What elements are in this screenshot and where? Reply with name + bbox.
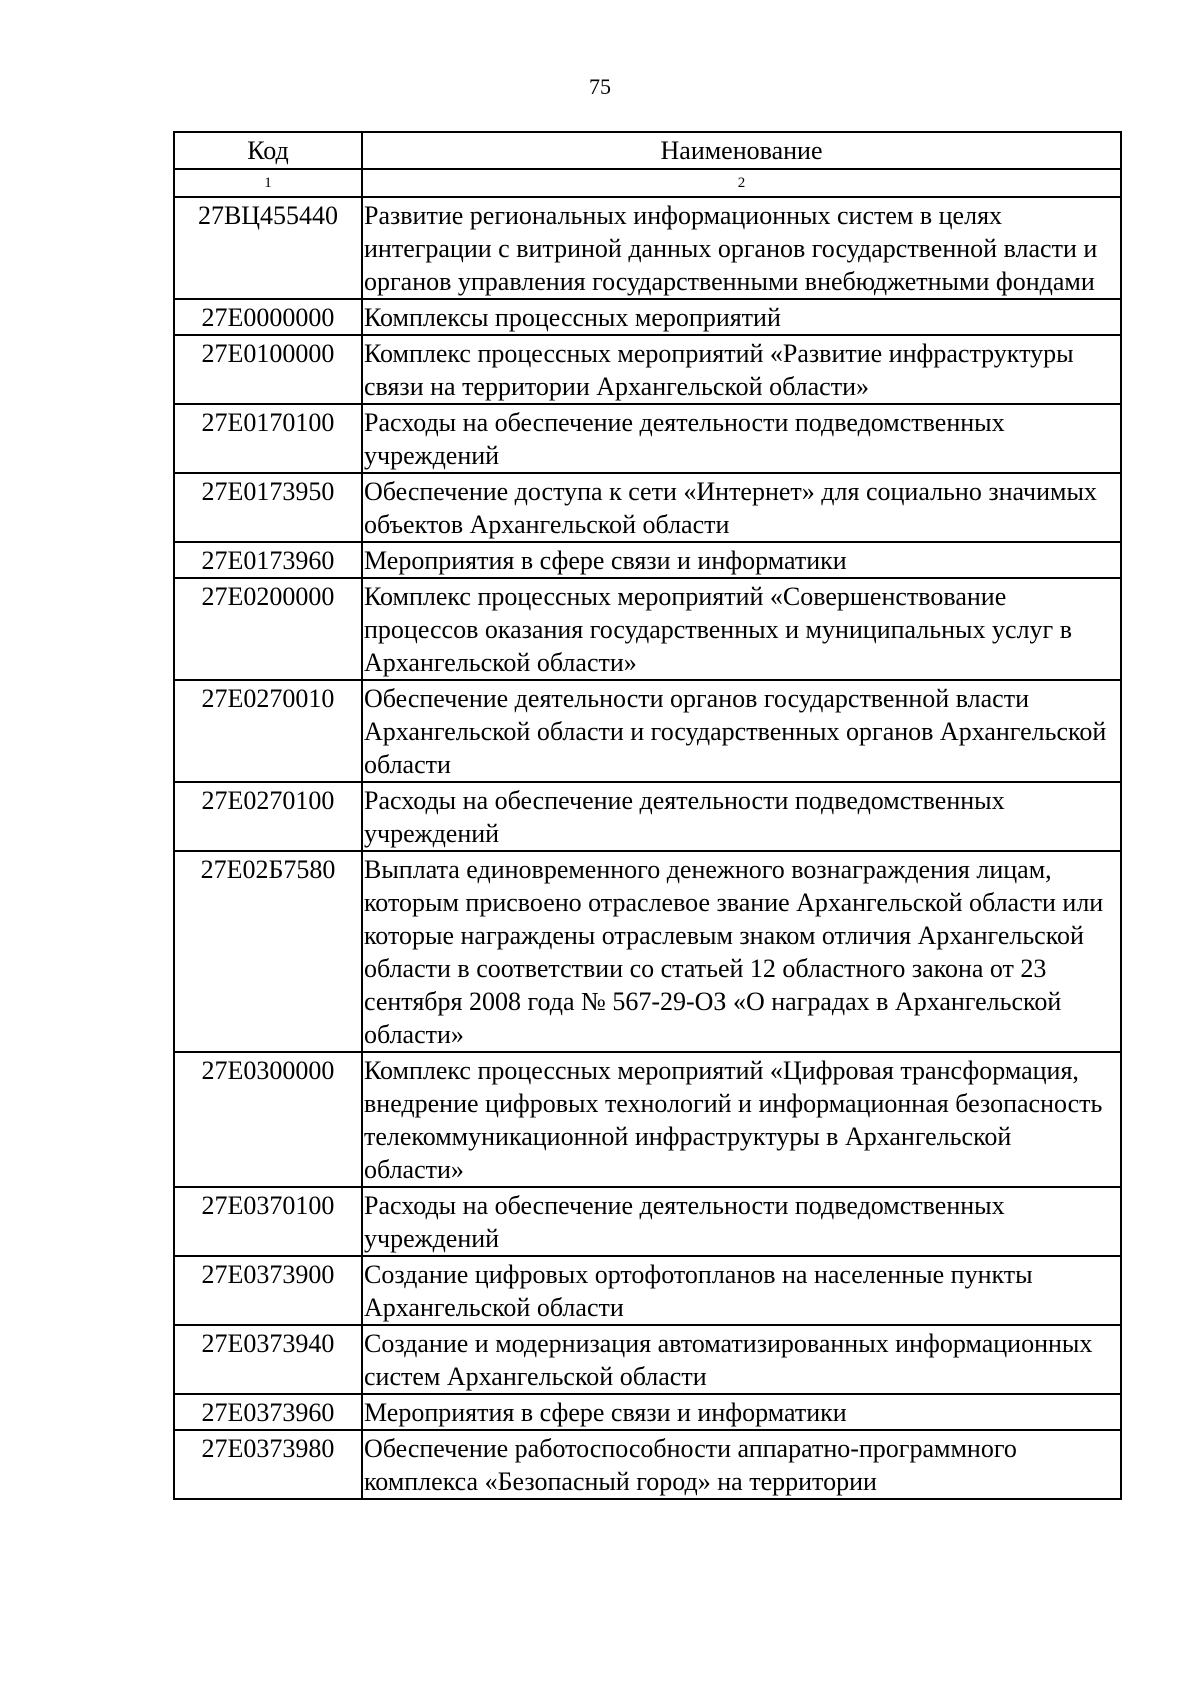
column-number-row — [174, 169, 1121, 197]
row-name: Развитие региональных информационных систем в целях интеграции с витриной данных органов государственной власти и органов управления государственными внебюджетными фондами — [362, 197, 1121, 299]
row-code: 27Е0173950 — [174, 473, 362, 542]
row-name: Мероприятия в сфере связи и информатики — [362, 542, 1121, 578]
row-name: Создание и модернизация автоматизированных информационных систем Архангельской области — [362, 1325, 1121, 1394]
row-code: 27Е0270100 — [174, 782, 362, 851]
row-code: 27Е0300000 — [174, 1052, 362, 1187]
row-code: 27Е0270010 — [174, 680, 362, 782]
table-row — [174, 1187, 1121, 1256]
row-code: 27Е0373940 — [174, 1325, 362, 1394]
row-name: Расходы на обеспечение деятельности подведомственных учреждений — [362, 1187, 1121, 1256]
table-row — [174, 542, 1121, 578]
table-row — [174, 1256, 1121, 1325]
column-number-name: 2 — [362, 169, 1121, 197]
budget-code-table — [173, 131, 1122, 1500]
table-row — [174, 473, 1121, 542]
table-row — [174, 197, 1121, 299]
row-code: 27Е0373980 — [174, 1430, 362, 1499]
row-name: Расходы на обеспечение деятельности подведомственных учреждений — [362, 404, 1121, 473]
row-name: Расходы на обеспечение деятельности подведомственных учреждений — [362, 782, 1121, 851]
table-row — [174, 1394, 1121, 1430]
row-code: 27Е0373960 — [174, 1394, 362, 1430]
page-number: 75 — [589, 74, 611, 99]
row-name: Обеспечение деятельности органов государственной власти Архангельской области и государственных органов Архангельской области — [362, 680, 1121, 782]
table-row — [174, 851, 1121, 1052]
table-row — [174, 1325, 1121, 1394]
column-header-name: Наименование — [362, 132, 1121, 169]
table-row — [174, 335, 1121, 404]
column-header-code: Код — [174, 132, 362, 169]
row-code: 27Е0000000 — [174, 299, 362, 335]
table-row — [174, 1052, 1121, 1187]
row-code: 27Е0373900 — [174, 1256, 362, 1325]
table-row — [174, 1430, 1121, 1499]
table-row — [174, 680, 1121, 782]
row-name: Комплекс процессных мероприятий «Цифровая трансформация, внедрение цифровых технологий и информационная безопасность телекоммуникационной инфраструктуры в Архангельской области» — [362, 1052, 1121, 1187]
column-number-code: 1 — [174, 169, 362, 197]
row-name: Выплата единовременного денежного вознаграждения лицам, которым присвоено отраслевое звание Архангельской области или которые награждены отраслевым знаком отличия Архангельской области в соответствии со статьей 12 областного закона от 23 сентября 2008 года № 567-29-ОЗ «О наградах в Архангельской области» — [362, 851, 1121, 1052]
table-row — [174, 299, 1121, 335]
table-row — [174, 782, 1121, 851]
row-name: Мероприятия в сфере связи и информатики — [362, 1394, 1121, 1430]
row-code: 27Е0200000 — [174, 578, 362, 680]
row-name: Комплексы процессных мероприятий — [362, 299, 1121, 335]
row-code: 27ВЦ455440 — [174, 197, 362, 299]
row-name: Обеспечение работоспособности аппаратно-программного комплекса «Безопасный город» на территории — [362, 1430, 1121, 1499]
row-name: Комплекс процессных мероприятий «Развитие инфраструктуры связи на территории Архангельской области» — [362, 335, 1121, 404]
row-name: Обеспечение доступа к сети «Интернет» для социально значимых объектов Архангельской области — [362, 473, 1121, 542]
row-code: 27Е0170100 — [174, 404, 362, 473]
header-row — [174, 132, 1121, 169]
row-name: Создание цифровых ортофотопланов на населенные пункты Архангельской области — [362, 1256, 1121, 1325]
table-row — [174, 404, 1121, 473]
row-name: Комплекс процессных мероприятий «Совершенствование процессов оказания государственных и муниципальных услуг в Архангельской области» — [362, 578, 1121, 680]
row-code: 27Е02Б7580 — [174, 851, 362, 1052]
row-code: 27Е0100000 — [174, 335, 362, 404]
table-row — [174, 578, 1121, 680]
row-code: 27Е0173960 — [174, 542, 362, 578]
row-code: 27Е0370100 — [174, 1187, 362, 1256]
